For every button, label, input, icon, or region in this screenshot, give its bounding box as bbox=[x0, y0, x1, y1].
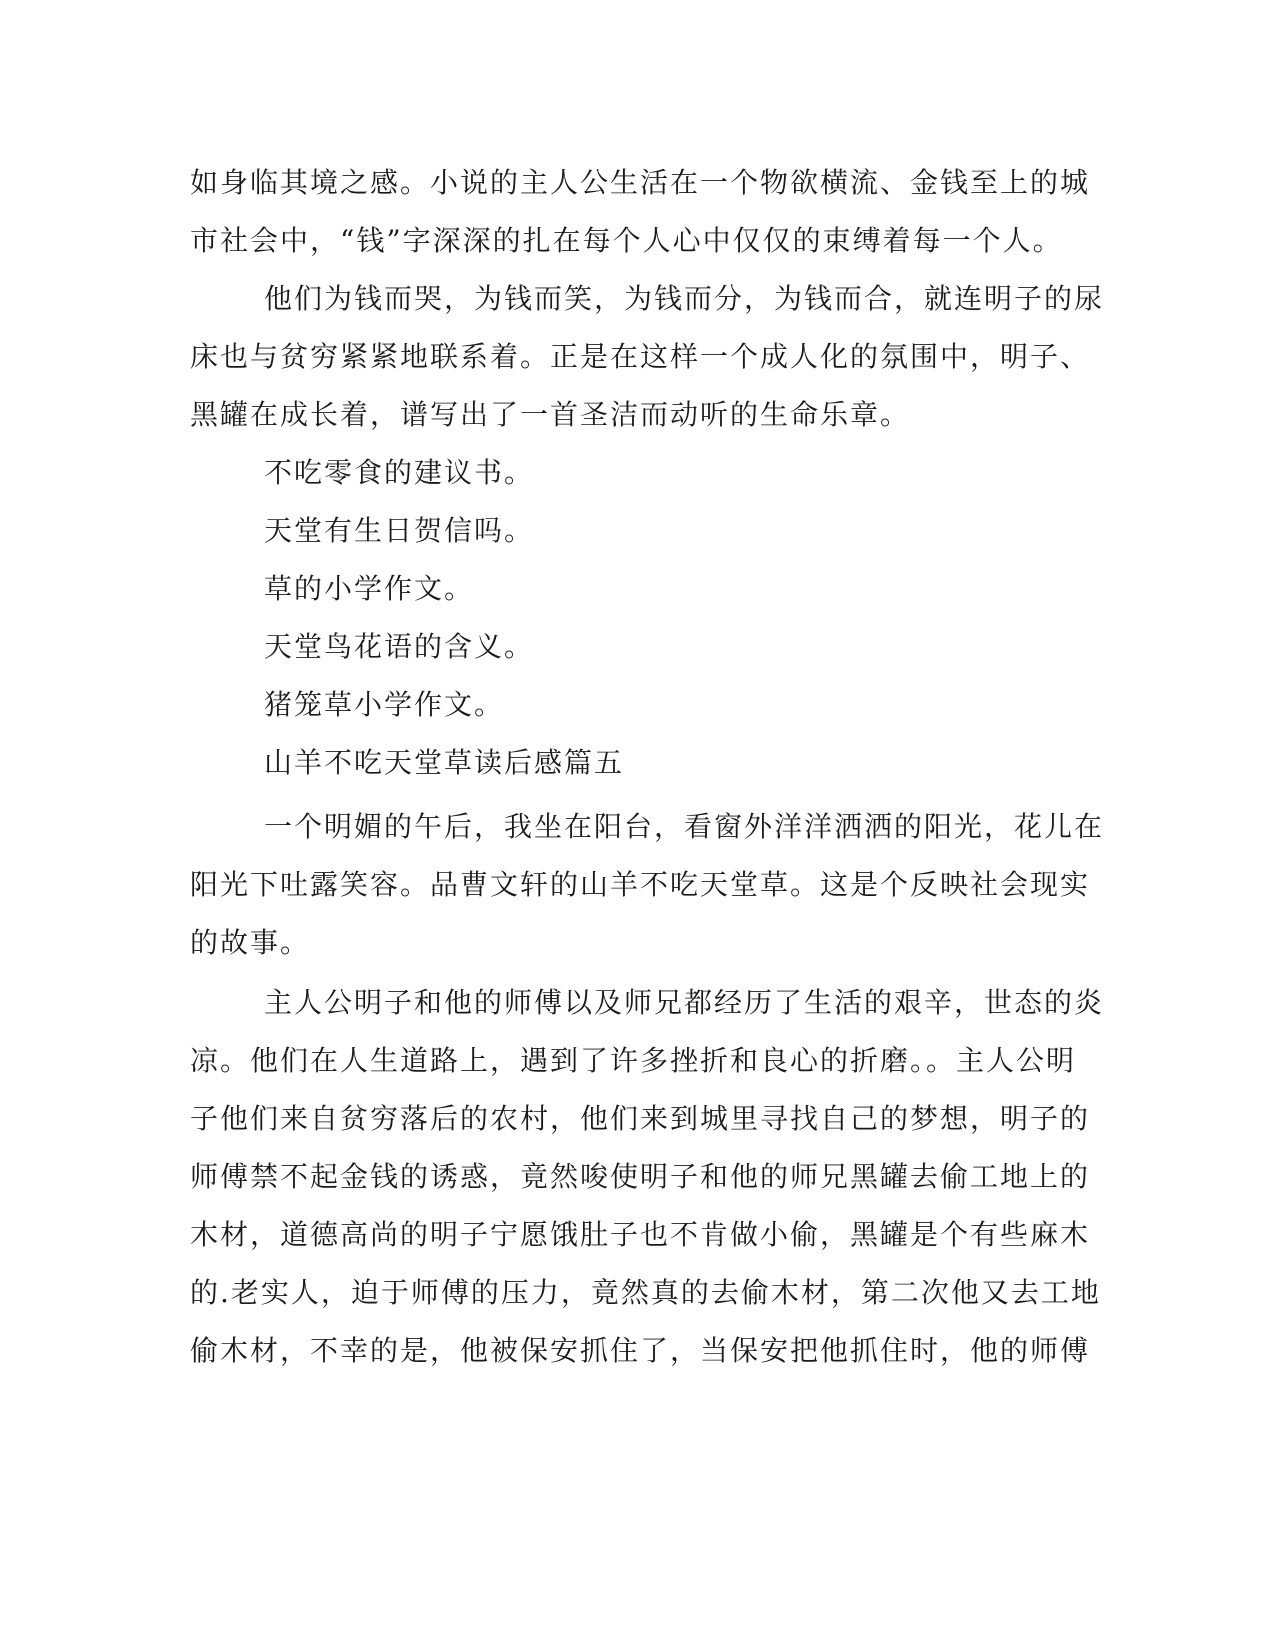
list-item: 天堂鸟花语的含义。 bbox=[264, 630, 535, 663]
list-item: 天堂有生日贺信吗。 bbox=[264, 514, 535, 547]
paragraph-line: 的故事。 bbox=[190, 926, 311, 959]
list-item: 猪笼草小学作文。 bbox=[264, 688, 505, 721]
paragraph-line: 木材，道德高尚的明子宁愿饿肚子也不肯做小偷，黑罐是个有些麻木 bbox=[190, 1218, 1091, 1251]
paragraph-line: 他们为钱而哭，为钱而笑，为钱而分，为钱而合，就连明子的尿 bbox=[264, 282, 1105, 315]
paragraph-line: 一个明媚的午后，我坐在阳台，看窗外洋洋洒洒的阳光，花儿在 bbox=[264, 810, 1105, 843]
paragraph-line: 市社会中，“钱”字深深的扎在每个人心中仅仅的束缚着每一个人。 bbox=[190, 224, 1063, 257]
paragraph-line: 偷木材，不幸的是，他被保安抓住了，当保安把他抓住时，他的师傅 bbox=[190, 1334, 1091, 1367]
paragraph-line: 如身临其境之感。小说的主人公生活在一个物欲横流、金钱至上的城 bbox=[190, 166, 1091, 199]
paragraph-line: 子他们来自贫穷落后的农村，他们来到城里寻找自己的梦想，明子的 bbox=[190, 1102, 1091, 1135]
paragraph-line: 凉。他们在人生道路上，遇到了许多挫折和良心的折磨。。主人公明 bbox=[190, 1044, 1077, 1077]
paragraph-line: 床也与贫穷紧紧地联系着。正是在这样一个成人化的氛围中，明子、 bbox=[190, 340, 1091, 373]
paragraph-line: 黑罐在成长着，谱写出了一首圣洁而动听的生命乐章。 bbox=[190, 398, 911, 431]
list-item: 草的小学作文。 bbox=[264, 572, 475, 605]
paragraph-line: 的.老实人，迫于师傅的压力，竟然真的去偷木材，第二次他又去工地 bbox=[190, 1276, 1101, 1309]
list-item: 不吃零食的建议书。 bbox=[264, 456, 535, 489]
paragraph-line: 主人公明子和他的师傅以及师兄都经历了生活的艰辛，世态的炎 bbox=[264, 986, 1105, 1019]
paragraph-line: 阳光下吐露笑容。品曹文轩的山羊不吃天堂草。这是个反映社会现实 bbox=[190, 868, 1091, 901]
section-heading: 山羊不吃天堂草读后感篇五 bbox=[264, 746, 625, 779]
paragraph-line: 师傅禁不起金钱的诱惑，竟然唆使明子和他的师兄黑罐去偷工地上的 bbox=[190, 1160, 1091, 1193]
